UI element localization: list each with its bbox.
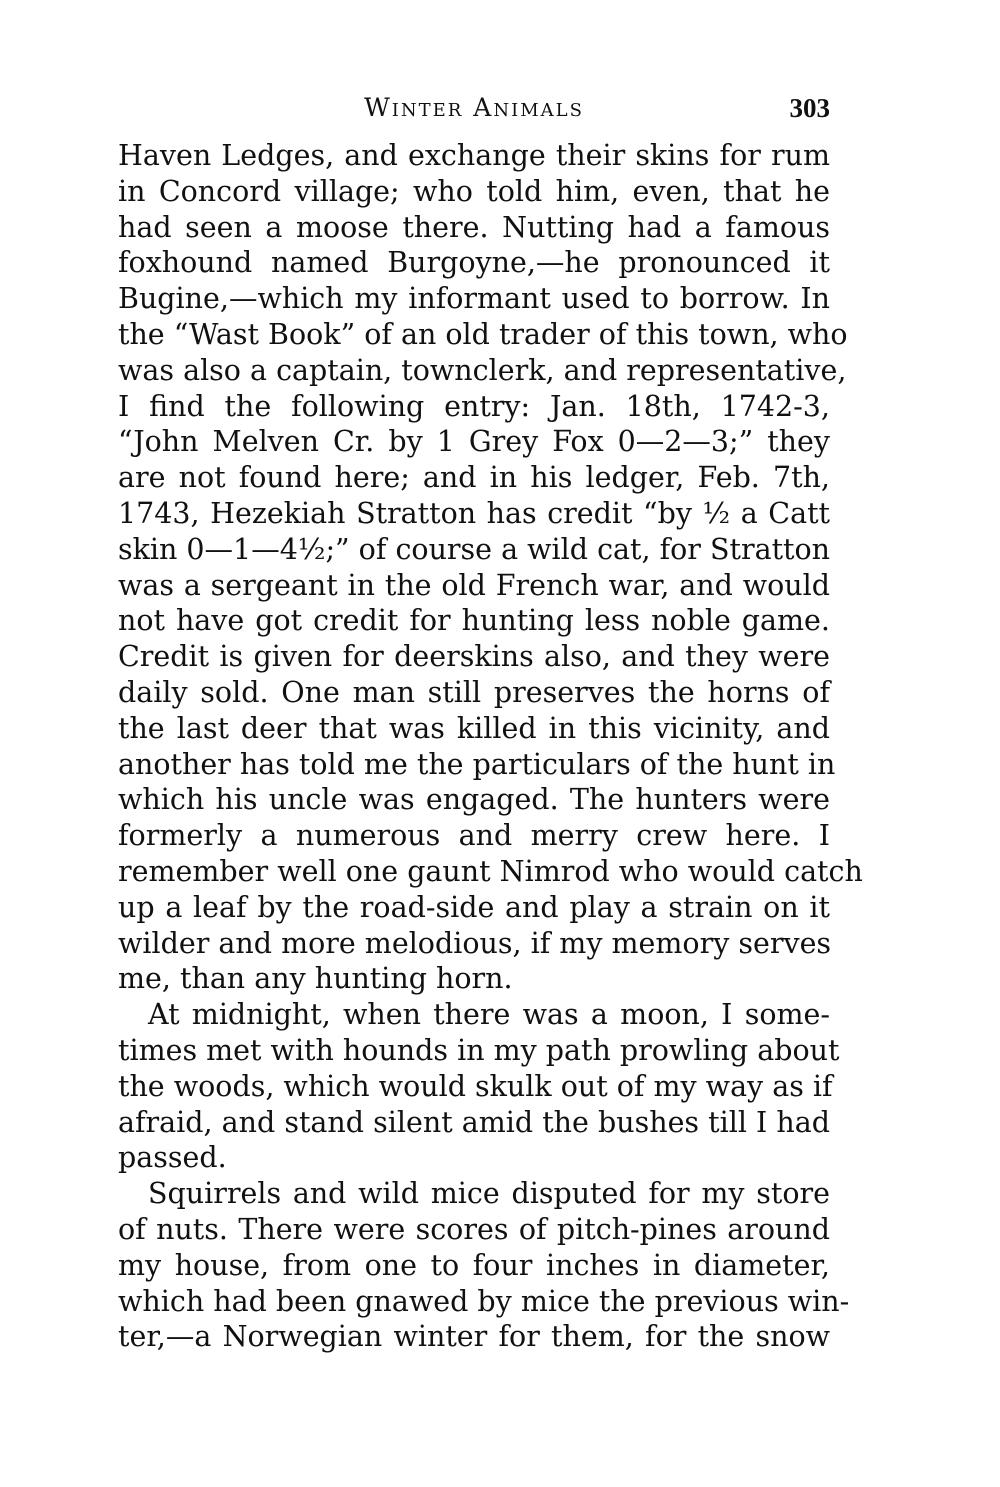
text-line: times met with hounds in my path prowling about [118,1033,840,1067]
text-line: daily sold. One man still preserves the horns of [118,675,830,709]
text-line: had seen a moose there. Nutting had a famous [118,210,830,244]
text-line: 1743, Hezekiah Stratton has credit “by ½ a Catt [118,496,830,530]
text-line: foxhound named Burgoyne,—he pronounced it [118,246,830,280]
text-line: At midnight, when there was a moon, I some- [148,998,830,1032]
running-header [118,88,830,128]
paragraph-3 [118,1176,850,1355]
text-line: was a sergeant in the old French war, and would [118,568,830,602]
text-line: which his uncle was engaged. The hunters were [118,783,830,817]
text-line: was also a captain, townclerk, and representative, [118,353,847,387]
page-number: 303 [789,93,830,123]
text-line: not have got credit for hunting less noble game. [118,604,830,638]
text-line: me, than any hunting horn. [118,962,513,996]
text-line: the last deer that was killed in this vicinity, and [118,711,830,745]
paragraph-1 [118,138,863,997]
text-line: up a leaf by the road-side and play a strain on it [118,890,830,924]
text-line: remember well one gaunt Nimrod who would catch [118,854,863,888]
text-line: “John Melven Cr. by 1 Grey Fox 0—2—3;” they [118,425,830,459]
text-line: the “Wast Book” of an old trader of this town, who [118,317,848,351]
text-line: Haven Ledges, and exchange their skins for rum [118,139,830,172]
text-line: which had been gnawed by mice the previous win- [118,1284,850,1318]
text-line: passed. [118,1141,227,1175]
text-line: another has told me the particulars of the hunt in [118,747,836,781]
text-line: in Concord village; who told him, even, that he [118,174,830,208]
text-line: skin 0—1—4½;” of course a wild cat, for Stratton [118,532,830,566]
text-line: the woods, which would skulk out of my way as if [118,1069,833,1103]
text-line: ter,—a Norwegian winter for them, for the snow [118,1320,830,1354]
text-line: Credit is given for deerskins also, and they were [118,640,830,674]
body-text [118,138,863,1355]
text-line: I find the following entry: Jan. 18th, 1742-3, [118,389,830,423]
text-line: are not found here; and in his ledger, Feb. 7th, [118,461,830,495]
text-line: wilder and more melodious, if my memory serves [118,926,832,960]
text-line: Squirrels and wild mice disputed for my store [148,1177,830,1211]
text-line: formerly a numerous and merry crew here. I [118,819,830,853]
running-title: Winter Animals [364,93,584,122]
paragraph-2 [118,997,840,1176]
text-line: of nuts. There were scores of pitch-pines around [118,1212,830,1246]
text-line: my house, from one to four inches in diameter, [118,1248,830,1282]
text-line: afraid, and stand silent amid the bushes till I had [118,1105,830,1139]
text-line: Bugine,—which my informant used to borrow. In [118,282,830,316]
